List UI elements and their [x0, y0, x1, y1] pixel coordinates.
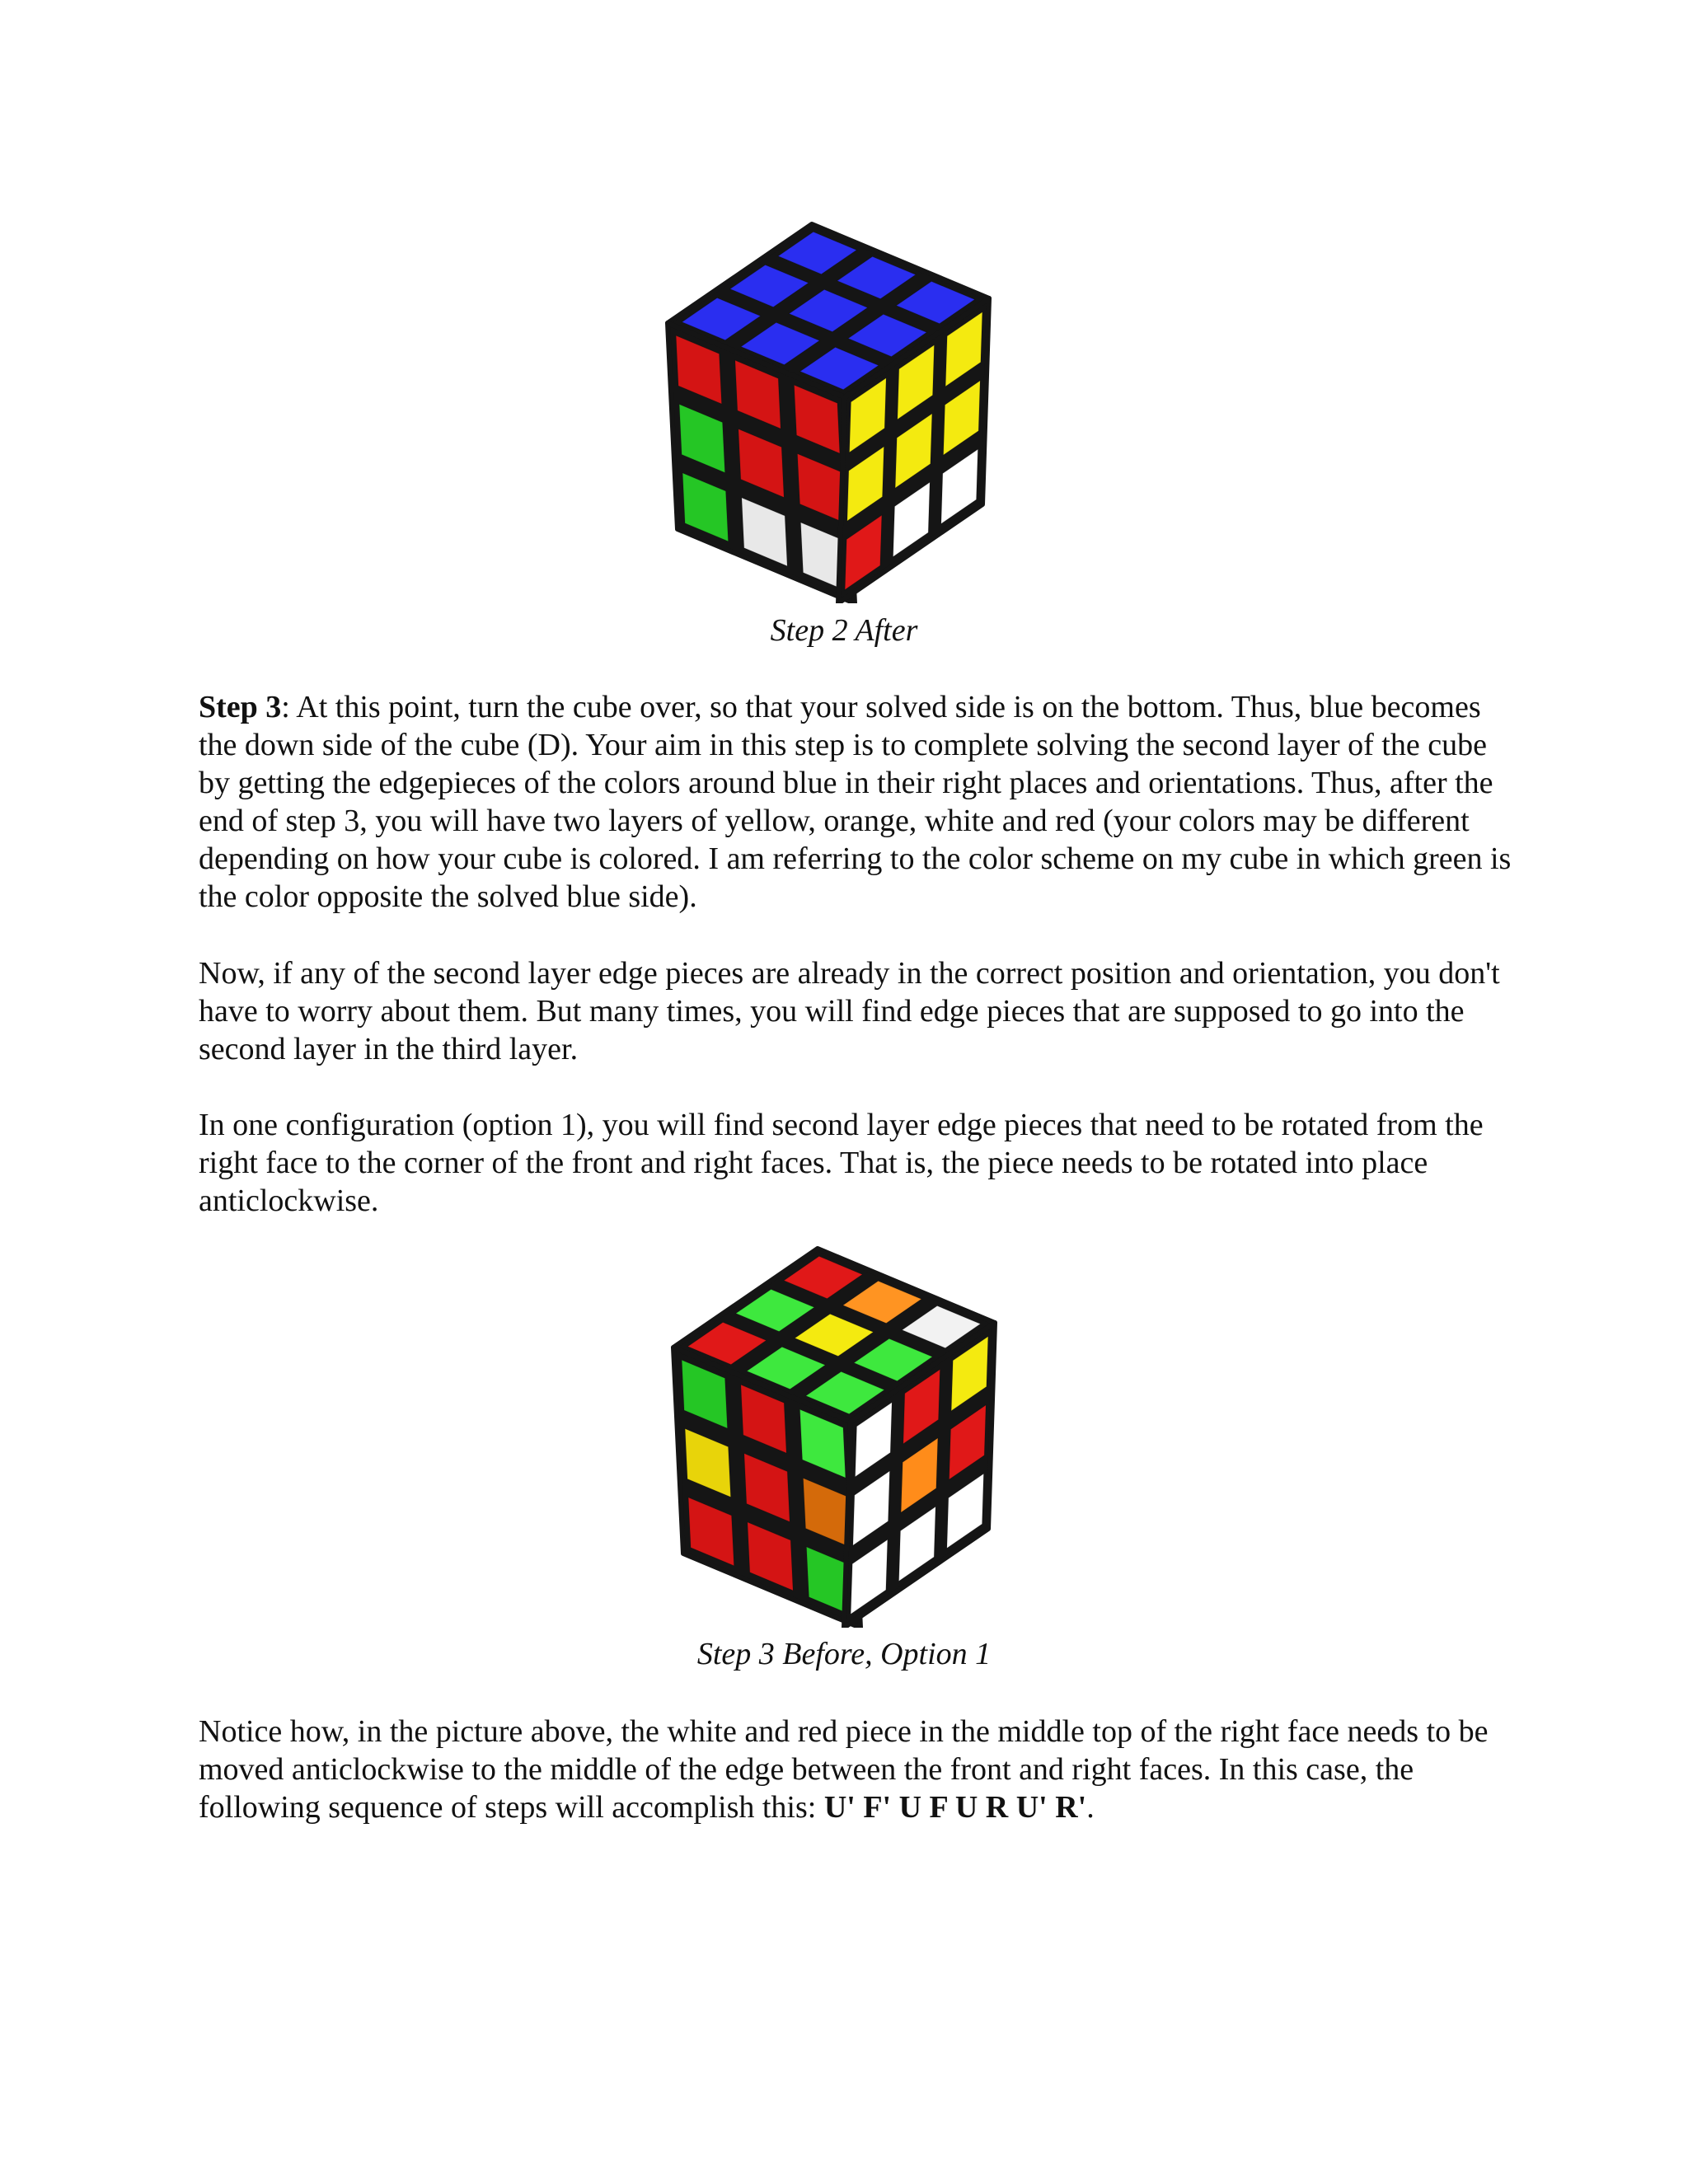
- figure-step2-after: [0, 216, 1688, 603]
- move-sequence-text: Notice how, in the picture above, the white and red piece in the middle top of the right face needs to be moved anticlockwise to the middle of the edge between the front and right faces. In this case, the following sequence of steps will accomplish this:: [199, 1714, 1489, 1825]
- paragraph-step3-intro: [199, 688, 1517, 916]
- figure-caption-step2-after: Step 2 After: [770, 613, 918, 648]
- move-sequence-end: .: [1086, 1790, 1095, 1825]
- figure-caption-step3-before-option1: Step 3 Before, Option 1: [696, 1637, 992, 1671]
- step3-heading: Step 3: [199, 690, 282, 724]
- paragraph-move-sequence: [199, 1713, 1517, 1826]
- option1-configuration-text: In one configuration (option 1), you will find second layer edge pieces that need to be rotated from the right face to the corner of the front and right faces. That is, the piece needs to be rotated into place anticlockwise.: [199, 1108, 1484, 1218]
- move-sequence-notation: U' F' U F U R U' R': [823, 1790, 1087, 1825]
- rubiks-cube-step3-before-option1-image: [669, 1240, 1015, 1628]
- paragraph-option1-configuration: [199, 1106, 1517, 1220]
- second-layer-edges-text: Now, if any of the second layer edge pieces are already in the correct position and orientation, you don't have to worry about them. But many times, you will find edge pieces that are supposed to go into the second layer in the third layer.: [199, 956, 1500, 1066]
- paragraph-second-layer-edges: [199, 954, 1517, 1068]
- figure-step3-before-option1: [0, 1240, 1688, 1628]
- step3-intro-text: : At this point, turn the cube over, so that your solved side is on the bottom. Thus, blue becomes the down side of the cube (D). Your aim in this step is to complete solving the second layer of the cube by getting the edgepieces of the colors around blue in their right places and orientations. Thus, after the end of step 3, you will have two layers of yellow, orange, white and red (your colors may be different depending on how your cube is colored. I am referring to the color scheme on my cube in which green is the color opposite the solved blue side).: [199, 690, 1512, 914]
- rubiks-cube-step2-after-image: [663, 216, 1010, 603]
